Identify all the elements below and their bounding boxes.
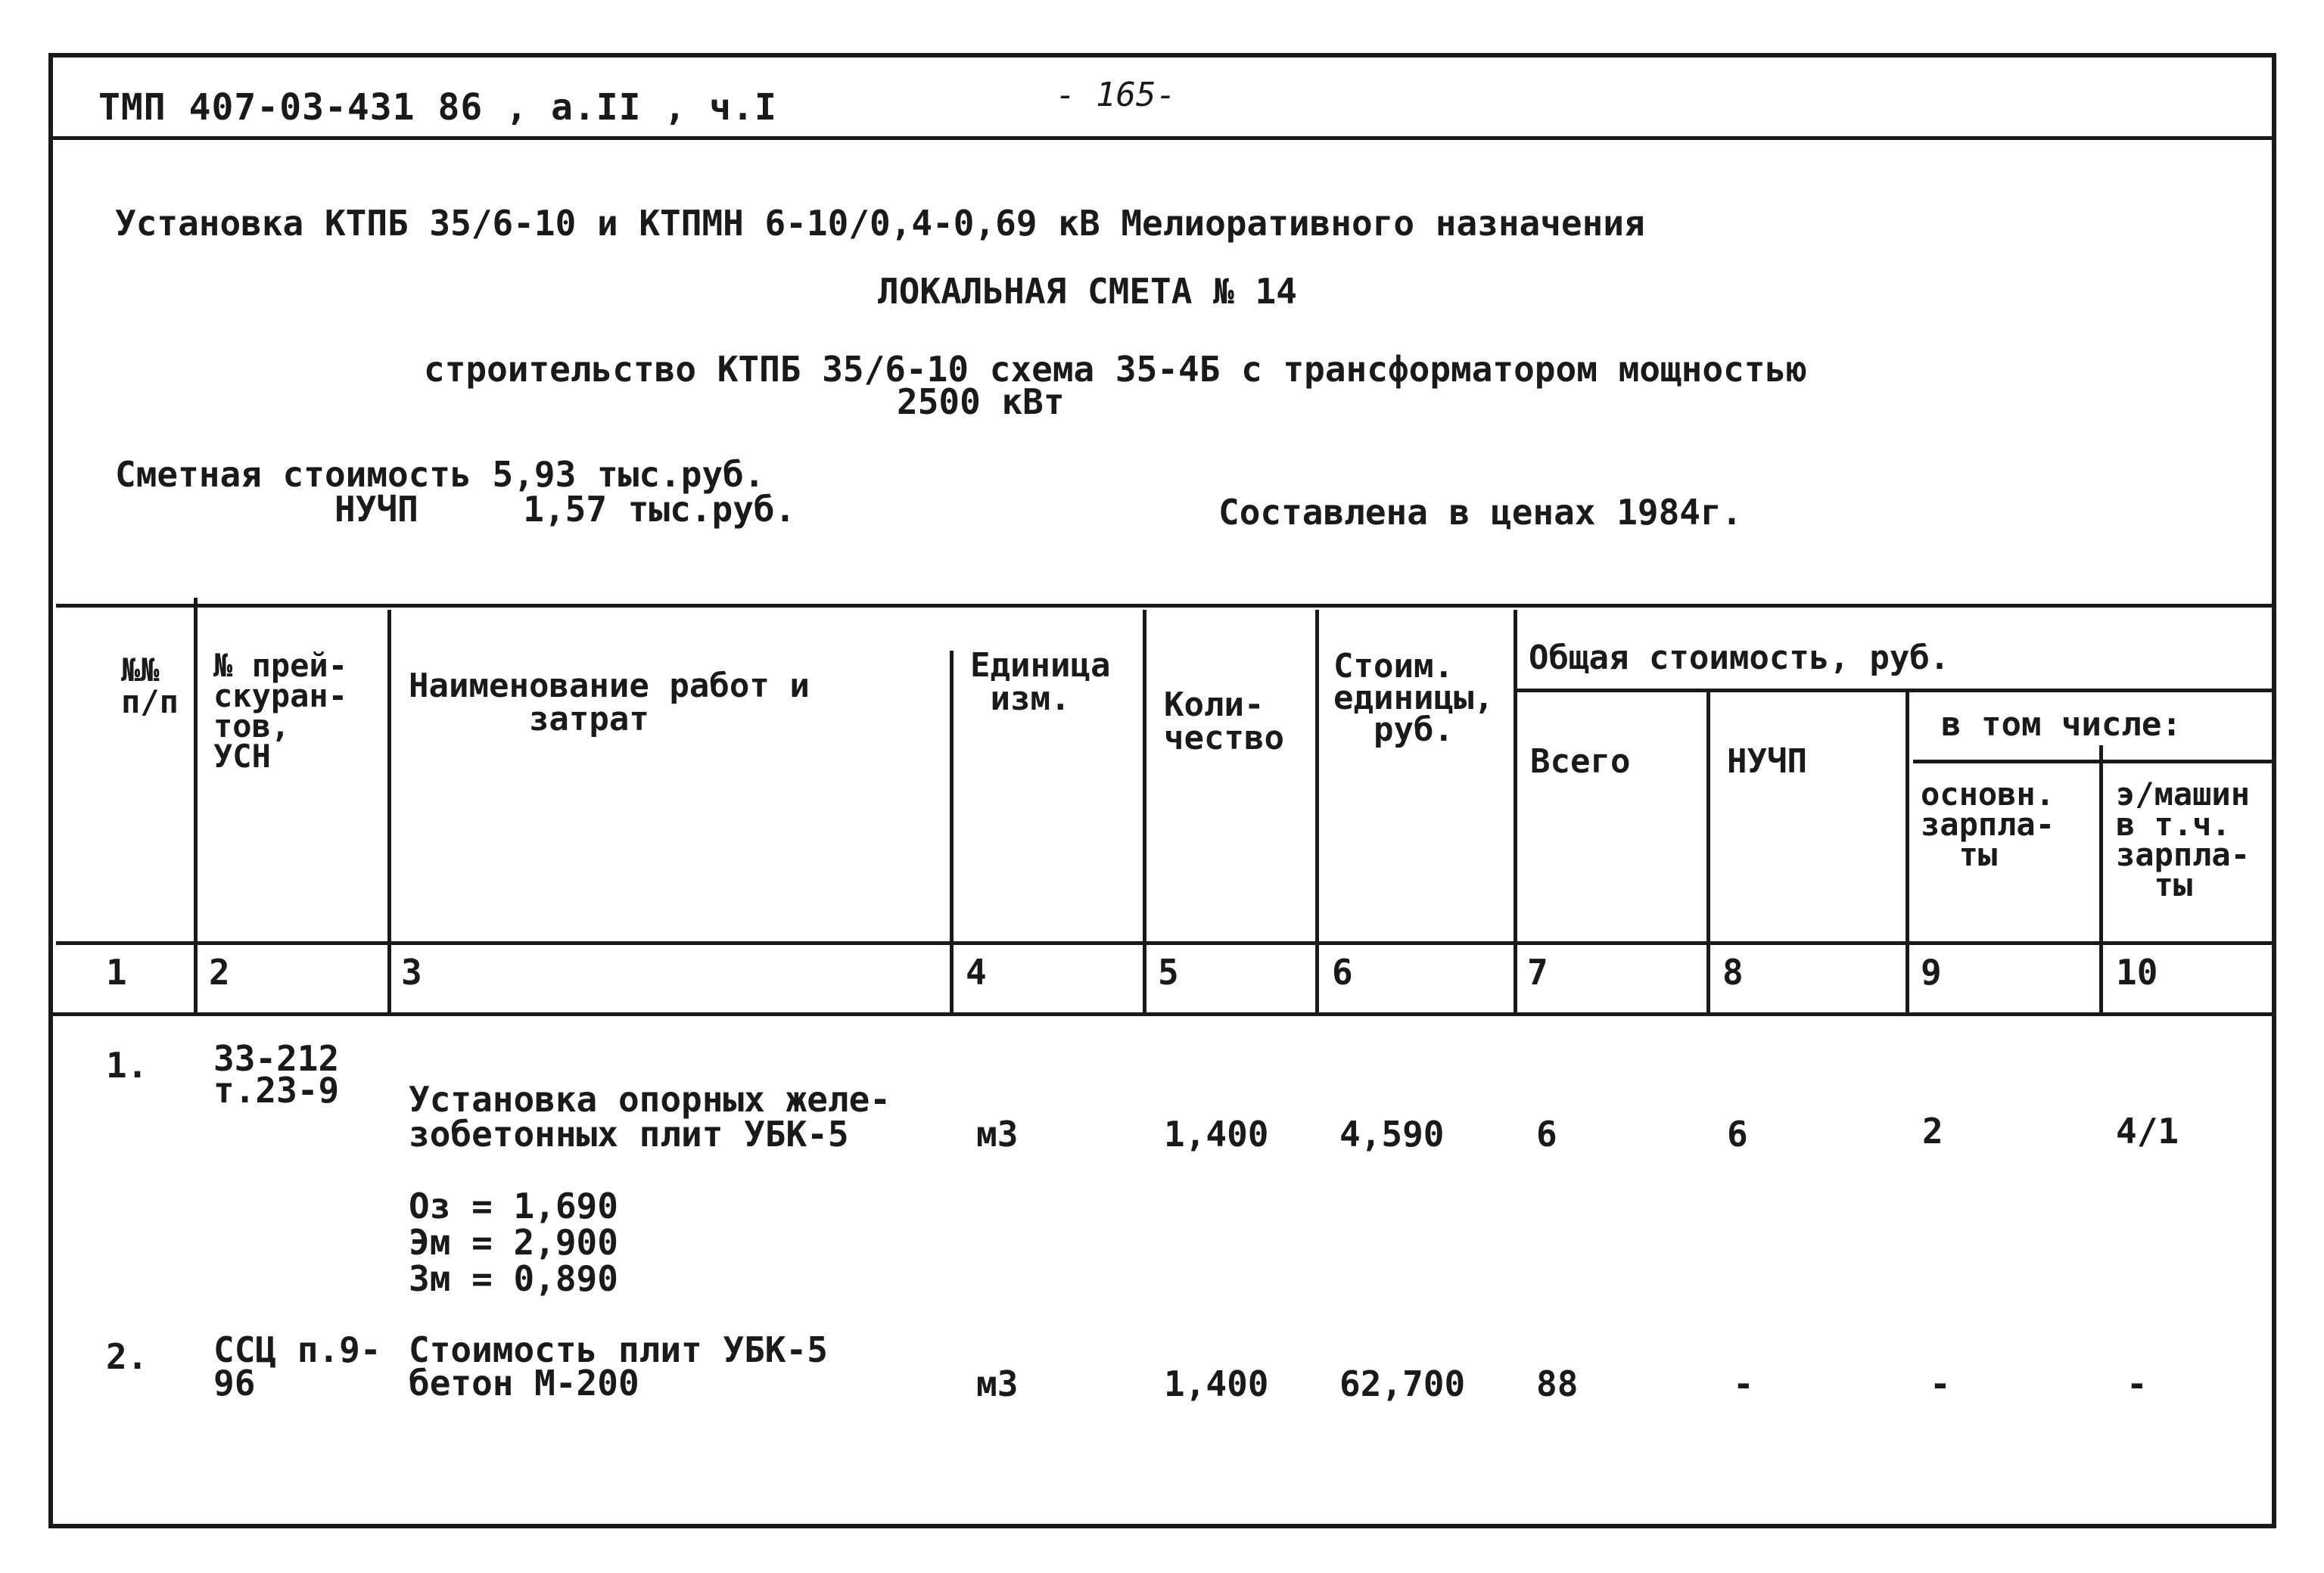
row-work-name: Установка опорных желе- зобетонных плит УБК-5 [409, 1079, 891, 1155]
row-number: 1. [106, 1045, 148, 1086]
col-number: 3 [401, 952, 422, 993]
col-divider-6 [1514, 610, 1517, 1012]
row-salary: 2 [1922, 1111, 1943, 1152]
column-numbers-bottom-border [48, 1012, 2276, 1016]
col-number: 2 [209, 952, 230, 993]
page-number: - 165- [1056, 76, 1176, 114]
col-header-incl-group: в том числе: [1941, 705, 2182, 744]
estimated-cost: Сметная стоимость 5,93 тыс.руб. [115, 454, 765, 495]
col-header-machines: э/машин в т.ч. зарпла- ты [2116, 776, 2251, 903]
nuchp-cost: НУЧП 1,57 тыс.руб. [334, 489, 796, 530]
col-number: 1 [106, 952, 127, 993]
row-unit: м3 [976, 1363, 1019, 1404]
col-header-unit: Единица изм. [970, 646, 1111, 718]
col-divider-7 [1706, 692, 1710, 1012]
estimate-subject-power: 2500 кВт [897, 381, 1065, 422]
estimate-subject: строительство КТПБ 35/6-10 схема 35-4Б с трансформатором мощностью [424, 349, 1807, 390]
col-header-total-group: Общая стоимость, руб. [1529, 639, 1950, 677]
row-quantity: 1,400 [1164, 1363, 1269, 1404]
row-price-ref: ССЦ п.9- 96 [213, 1329, 381, 1404]
row-unit-cost: 62,700 [1339, 1363, 1466, 1404]
incl-group-divider [1913, 760, 2276, 763]
col-header-nuchp: НУЧП [1727, 742, 1807, 781]
header-divider [48, 136, 2276, 140]
col-divider-1 [194, 598, 198, 1012]
col-number: 9 [1921, 952, 1942, 993]
col-divider-4 [1143, 610, 1146, 1012]
col-divider-5 [1315, 610, 1319, 1012]
col-number: 10 [2116, 952, 2158, 993]
row-machines: - [2126, 1363, 2148, 1404]
col-number: 6 [1332, 952, 1353, 993]
col-header-name: Наименование работ и затрат [409, 667, 810, 738]
price-basis: Составлена в ценах 1984г. [1218, 492, 1743, 533]
row-nuchp: 6 [1727, 1114, 1748, 1155]
col-number: 8 [1722, 952, 1744, 993]
table-top-border [56, 604, 2276, 608]
col-number: 5 [1158, 952, 1179, 993]
col-header-salary: основн. зарпла- ты [1921, 776, 2055, 873]
row-nuchp: - [1733, 1363, 1754, 1404]
col-divider-2 [387, 610, 391, 1012]
col-header-unit-cost: Стоим. единицы, руб. [1333, 647, 1494, 749]
document-code: ТМП 407-03-431 86 , а.II , ч.I [98, 86, 777, 129]
col-header-total: Всего [1530, 742, 1631, 781]
row-total: 6 [1536, 1114, 1557, 1155]
col-header-qty: Коли- чество [1164, 685, 1284, 757]
estimate-title: Установка КТПБ 35/6-10 и КТПМН 6-10/0,4-0,69 кВ Мелиоративного назначения [115, 203, 1645, 244]
row-number: 2. [106, 1336, 148, 1377]
col-number: 7 [1527, 952, 1548, 993]
col-header-ref: № прей- скуран- тов, УСН [213, 647, 348, 775]
row-unit-cost: 4,590 [1339, 1114, 1445, 1155]
total-group-divider [1517, 689, 2276, 692]
col-header-num: №№ п/п [121, 651, 179, 720]
col-divider-3 [950, 651, 954, 1012]
row-salary: - [1930, 1363, 1951, 1404]
row-unit: м3 [976, 1114, 1019, 1155]
row-quantity: 1,400 [1164, 1114, 1269, 1155]
row-machines: 4/1 [2116, 1111, 2179, 1152]
row-work-name: Стоимость плит УБК-5 бетон М-200 [409, 1329, 828, 1404]
estimate-number: ЛОКАЛЬНАЯ СМЕТА № 14 [878, 271, 1297, 312]
row-notes: Оз = 1,690 Эм = 2,900 Зм = 0,890 [409, 1186, 618, 1299]
col-number: 4 [966, 952, 987, 993]
row-total: 88 [1536, 1363, 1579, 1404]
col-divider-9 [2099, 745, 2103, 1012]
col-divider-8 [1906, 692, 1909, 1012]
row-price-ref: 33-212 т.23-9 [213, 1038, 340, 1111]
